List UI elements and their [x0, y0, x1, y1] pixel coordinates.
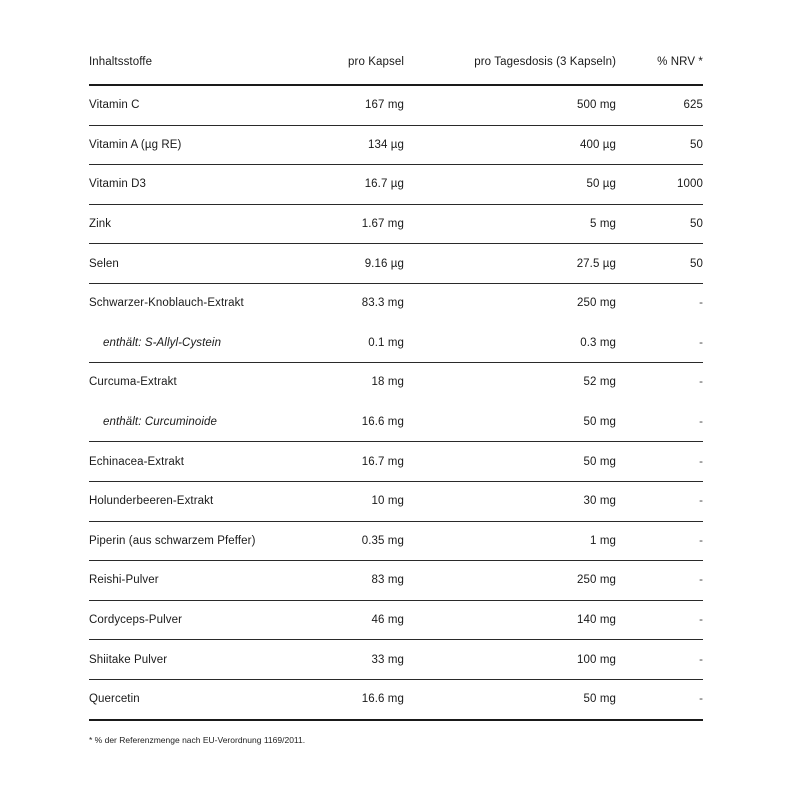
ingredient-name: Schwarzer-Knoblauch-Extrakt — [89, 283, 304, 323]
per-daily-dose-value: 50 mg — [404, 679, 616, 719]
per-capsule-value: 18 mg — [304, 363, 404, 403]
nrv-value: 50 — [616, 125, 703, 165]
per-capsule-value: 134 µg — [304, 125, 404, 165]
per-capsule-value: 46 mg — [304, 600, 404, 640]
table-row — [89, 363, 703, 403]
header-nrv: % NRV * — [616, 40, 703, 85]
per-capsule-value: 10 mg — [304, 481, 404, 521]
nrv-value: 1000 — [616, 165, 703, 205]
table-row — [89, 600, 703, 640]
per-daily-dose-value: 250 mg — [404, 283, 616, 323]
ingredient-name: Vitamin D3 — [89, 165, 304, 205]
header-ingredient: Inhaltsstoffe — [89, 40, 304, 85]
nutrition-facts-sheet — [89, 40, 703, 745]
nrv-value: - — [616, 363, 703, 403]
header-row — [89, 40, 703, 85]
nrv-value: - — [616, 283, 703, 323]
per-daily-dose-value: 500 mg — [404, 85, 616, 125]
table-row — [89, 640, 703, 680]
ingredient-name: Cordyceps-Pulver — [89, 600, 304, 640]
table-row — [89, 442, 703, 482]
ingredient-name: enthält: S-Allyl-Cystein — [89, 323, 304, 363]
ingredient-name: Reishi-Pulver — [89, 561, 304, 601]
header-per-daily-dose: pro Tagesdosis (3 Kapseln) — [404, 40, 616, 85]
table-row — [89, 679, 703, 719]
per-capsule-value: 83 mg — [304, 561, 404, 601]
ingredient-name: enthält: Curcuminoide — [89, 402, 304, 442]
nrv-value: 50 — [616, 244, 703, 284]
nrv-value: - — [616, 323, 703, 363]
nrv-value: - — [616, 521, 703, 561]
per-daily-dose-value: 400 µg — [404, 125, 616, 165]
ingredient-name: Vitamin C — [89, 85, 304, 125]
per-capsule-value: 83.3 mg — [304, 283, 404, 323]
table-row — [89, 125, 703, 165]
header-per-capsule: pro Kapsel — [304, 40, 404, 85]
nrv-value: - — [616, 402, 703, 442]
table-row — [89, 165, 703, 205]
nrv-value: - — [616, 481, 703, 521]
ingredient-name: Shiitake Pulver — [89, 640, 304, 680]
ingredient-name: Zink — [89, 204, 304, 244]
per-capsule-value: 1.67 mg — [304, 204, 404, 244]
per-capsule-value: 0.35 mg — [304, 521, 404, 561]
per-capsule-value: 0.1 mg — [304, 323, 404, 363]
per-daily-dose-value: 100 mg — [404, 640, 616, 680]
per-daily-dose-value: 0.3 mg — [404, 323, 616, 363]
nrv-value: 50 — [616, 204, 703, 244]
ingredient-name: Echinacea-Extrakt — [89, 442, 304, 482]
per-daily-dose-value: 140 mg — [404, 600, 616, 640]
per-capsule-value: 33 mg — [304, 640, 404, 680]
per-capsule-value: 167 mg — [304, 85, 404, 125]
per-daily-dose-value: 5 mg — [404, 204, 616, 244]
nrv-value: - — [616, 561, 703, 601]
nrv-value: - — [616, 600, 703, 640]
ingredient-name: Selen — [89, 244, 304, 284]
nrv-footnote: * % der Referenzmenge nach EU-Verordnung 1169/2011. — [89, 734, 306, 745]
per-capsule-value: 16.6 mg — [304, 679, 404, 719]
ingredient-name: Vitamin A (µg RE) — [89, 125, 304, 165]
per-daily-dose-value: 30 mg — [404, 481, 616, 521]
nrv-value: 625 — [616, 85, 703, 125]
per-daily-dose-value: 50 µg — [404, 165, 616, 205]
table-row — [89, 521, 703, 561]
per-capsule-value: 9.16 µg — [304, 244, 404, 284]
nrv-value: - — [616, 679, 703, 719]
table-row — [89, 283, 703, 323]
ingredient-name: Quercetin — [89, 679, 304, 719]
table-body — [89, 85, 703, 720]
table-row-sub — [89, 323, 703, 363]
per-daily-dose-value: 27.5 µg — [404, 244, 616, 284]
per-capsule-value: 16.7 mg — [304, 442, 404, 482]
table-row — [89, 561, 703, 601]
table-row — [89, 481, 703, 521]
per-daily-dose-value: 1 mg — [404, 521, 616, 561]
nutrition-table — [89, 40, 703, 721]
ingredient-name: Piperin (aus schwarzem Pfeffer) — [89, 521, 304, 561]
table-row — [89, 204, 703, 244]
ingredient-name: Holunderbeeren-Extrakt — [89, 481, 304, 521]
nrv-value: - — [616, 640, 703, 680]
table-header — [89, 40, 703, 85]
per-capsule-value: 16.7 µg — [304, 165, 404, 205]
per-daily-dose-value: 50 mg — [404, 402, 616, 442]
per-capsule-value: 16.6 mg — [304, 402, 404, 442]
table-row — [89, 244, 703, 284]
nrv-value: - — [616, 442, 703, 482]
ingredient-name: Curcuma-Extrakt — [89, 363, 304, 403]
per-daily-dose-value: 50 mg — [404, 442, 616, 482]
table-row — [89, 85, 703, 125]
per-daily-dose-value: 52 mg — [404, 363, 616, 403]
table-row-sub — [89, 402, 703, 442]
per-daily-dose-value: 250 mg — [404, 561, 616, 601]
